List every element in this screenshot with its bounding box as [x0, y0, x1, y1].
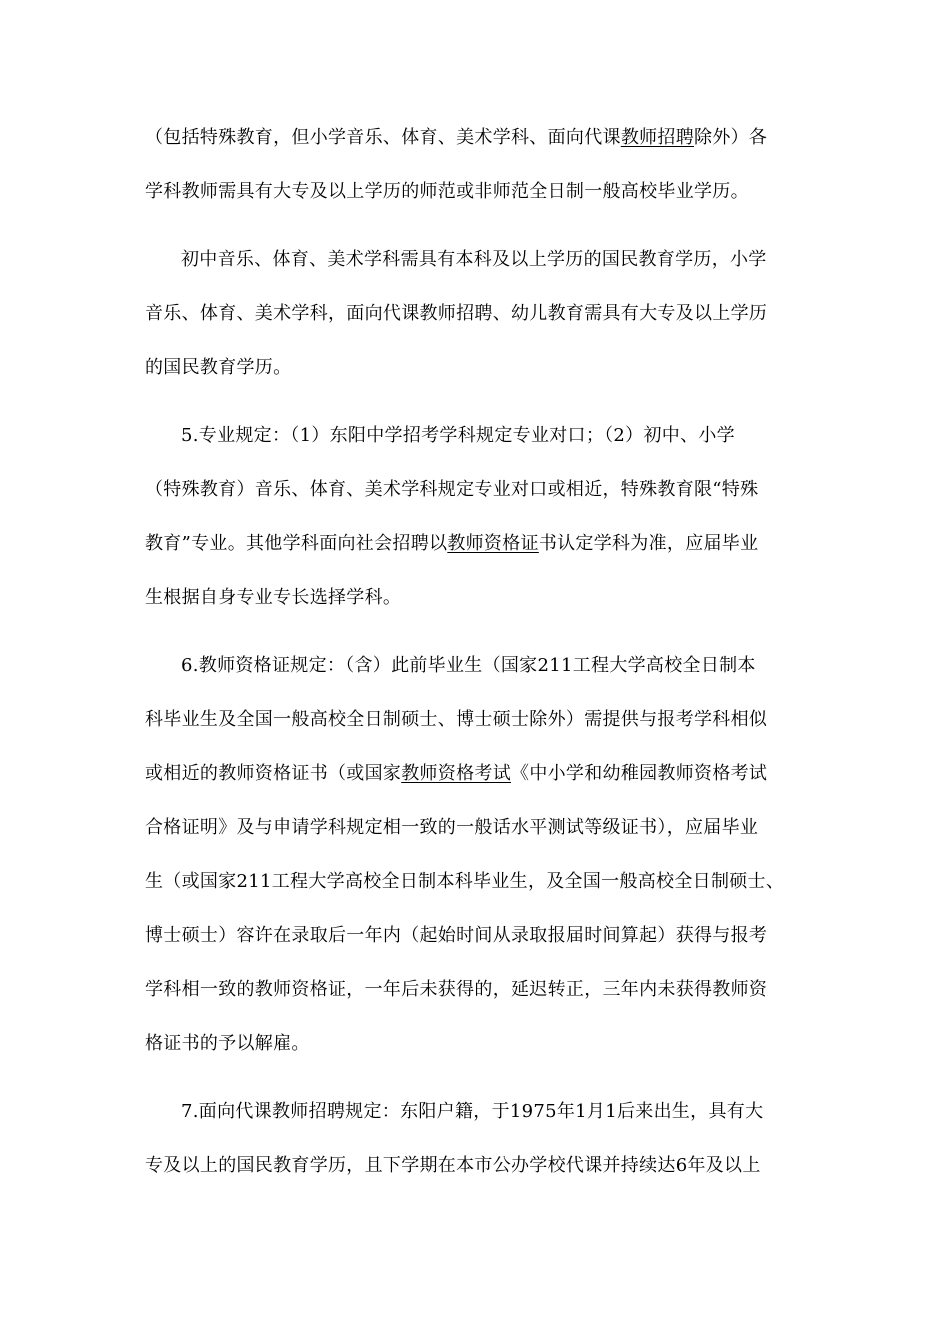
p4-line-6: 博士硕士）容许在录取后一年内（起始时间从录取报届时间算起）获得与报考	[145, 925, 768, 946]
p3-line-1: 5.专业规定：（1）东阳中学招考学科规定专业对口；（2）初中、小学	[181, 425, 735, 446]
p3-line-3-text-a: 教育”专业。其他学科面向社会招聘以	[145, 533, 448, 554]
p4-line-7: 学科相一致的教师资格证，一年后未获得的，延迟转正，三年内未获得教师资	[145, 979, 768, 1000]
teacher-exam-link[interactable]: 教师资格考试	[401, 763, 512, 784]
p4-line-3-text-b: 《中小学和幼稚园教师资格考试	[511, 763, 768, 784]
p4-line-5: 生（或国家211工程大学高校全日制本科毕业生，及全国一般高校全日制硕士、	[145, 871, 785, 892]
p2-line-3: 的国民教育学历。	[145, 357, 292, 378]
p3-line-2: （特殊教育）音乐、体育、美术学科规定专业对口或相近，特殊教育限“特殊	[145, 479, 759, 500]
p5-line-2: 专及以上的国民教育学历，且下学期在本市公办学校代课并持续达6年及以上	[145, 1155, 761, 1176]
teacher-certificate-link[interactable]: 教师资格证	[447, 533, 539, 554]
p4-line-3	[145, 762, 767, 786]
p2-line-2: 音乐、体育、美术学科，面向代课教师招聘、幼儿教育需具有大专及以上学历	[145, 303, 768, 324]
p3-line-3-text-b: 书认定学科为准，应届毕业	[538, 533, 759, 554]
p4-line-4: 合格证明》及与申请学科规定相一致的一般话水平测试等级证书），应届毕业	[145, 817, 759, 838]
p1-line-1-text-b: 除外）各	[694, 127, 768, 148]
p4-line-8: 格证书的予以解雇。	[145, 1033, 310, 1054]
p5-line-1: 7.面向代课教师招聘规定：东阳户籍，于1975年1月1后来出生，具有大	[181, 1101, 764, 1122]
p4-line-3-text-a: 或相近的教师资格证书（或国家	[145, 763, 402, 784]
p3-line-3	[145, 532, 758, 556]
p4-line-1: 6.教师资格证规定：（含）此前毕业生（国家211工程大学高校全日制本	[181, 655, 756, 676]
p1-line-2: 学科教师需具有大专及以上学历的师范或非师范全日制一般高校毕业学历。	[145, 181, 749, 202]
p3-line-4: 生根据自身专业专长选择学科。	[145, 587, 402, 608]
p4-line-2: 科毕业生及全国一般高校全日制硕士、博士硕士除外）需提供与报考学科相似	[145, 709, 768, 730]
p2-line-1: 初中音乐、体育、美术学科需具有本科及以上学历的国民教育学历，小学	[181, 249, 767, 270]
p1-line-1	[145, 126, 767, 150]
teacher-recruitment-link[interactable]: 教师招聘	[620, 127, 695, 148]
p1-line-1-text-a: （包括特殊教育，但小学音乐、体育、美术学科、面向代课	[145, 127, 621, 148]
